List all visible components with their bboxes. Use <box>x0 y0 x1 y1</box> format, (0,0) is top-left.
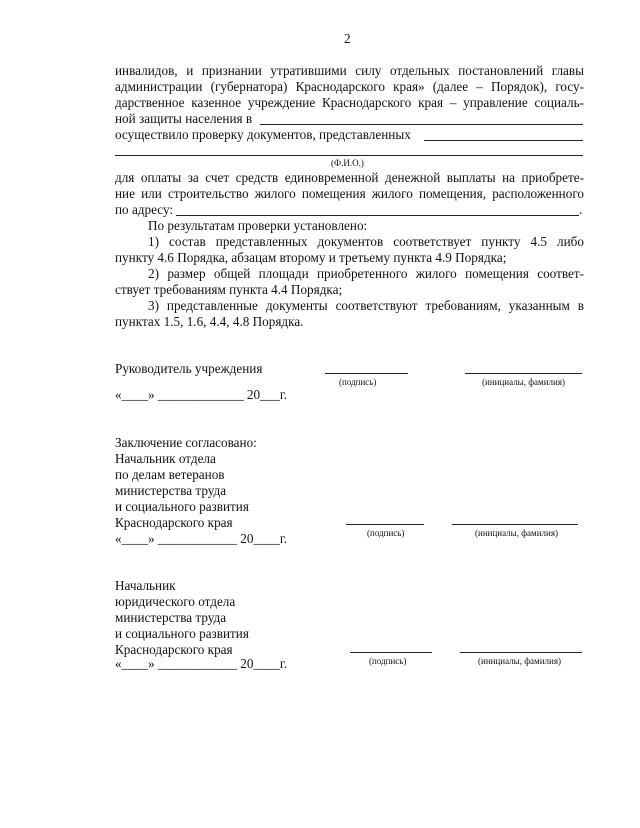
result-3-line-2: пунктах 1.5, 1.6, 4.4, 4.8 Порядка. <box>115 314 304 329</box>
signature-caption-1: (подпись) <box>339 377 377 387</box>
legal-line-2: юридического отдела <box>115 594 236 609</box>
name-line-1 <box>465 373 582 374</box>
legal-line-4: и социального развития <box>115 626 249 641</box>
date-line-2: «____» ____________ 20____г. <box>115 531 288 546</box>
result-2-line-2: ствует требованиям пункта 4.4 Порядка; <box>115 282 343 297</box>
date-line-1: «____» _____________ 20___г. <box>115 387 288 402</box>
name-line-2 <box>452 524 578 525</box>
name-caption-2: (инициалы, фамилия) <box>475 528 558 538</box>
body-line-5: осуществило проверку документов, представленных <box>115 127 411 142</box>
address-blank-line <box>176 215 579 216</box>
date-line-3: «____» ____________ 20____г. <box>115 656 288 671</box>
fio-caption: (Ф.И.О.) <box>331 158 364 168</box>
result-2-line-1: 2) размер общей площади приобретенного жилого помещения соответ- <box>148 266 584 281</box>
signature-caption-3: (подпись) <box>369 656 407 666</box>
body-line-2: администрации (губернатора) Краснодарского края» (далее – Порядок), госу- <box>115 79 584 94</box>
body-line-4: ной защиты населения в <box>115 111 253 126</box>
approval-line-3: по делам ветеранов <box>115 467 225 482</box>
results-intro: По результатам проверки установлено: <box>148 218 368 233</box>
legal-line-3: министерства труда <box>115 610 227 625</box>
body-line-1: инвалидов, и признании утратившими силу отдельных постановлений главы <box>115 63 584 78</box>
approval-line-1: Заключение согласовано: <box>115 435 257 450</box>
body-line-6: для оплаты за счет средств единовременной денежной выплаты на приобрете- <box>115 170 584 185</box>
signature-line-3 <box>350 652 432 653</box>
fio-blank-line <box>115 155 583 156</box>
approval-line-5: и социального развития <box>115 499 249 514</box>
submitter-blank-line <box>424 140 583 141</box>
legal-line-5: Краснодарского края <box>115 642 233 657</box>
approval-line-6: Краснодарского края <box>115 515 233 530</box>
address-end: . <box>579 202 583 217</box>
name-caption-3: (инициалы, фамилия) <box>478 656 561 666</box>
name-line-3 <box>460 652 582 653</box>
legal-line-1: Начальник <box>115 578 176 593</box>
signature-line-1 <box>325 373 408 374</box>
body-line-8: по адресу: <box>115 202 174 217</box>
approval-line-4: министерства труда <box>115 483 227 498</box>
region-blank-line <box>260 124 583 125</box>
signature-line-2 <box>346 524 424 525</box>
page-number: 2 <box>344 31 351 46</box>
result-1-line-2: пункту 4.6 Порядка, абзацам второму и третьему пункта 4.9 Порядка; <box>115 250 507 265</box>
name-caption-1: (инициалы, фамилия) <box>482 377 565 387</box>
signature-caption-2: (подпись) <box>367 528 405 538</box>
result-1-line-1: 1) состав представленных документов соответствует пункту 4.5 либо <box>148 234 584 249</box>
head-of-institution-title: Руководитель учреждения <box>115 361 263 376</box>
result-3-line-1: 3) представленные документы соответствуют требованиям, указанным в <box>148 298 584 313</box>
approval-line-2: Начальник отдела <box>115 451 216 466</box>
body-line-3: дарственное казенное учреждение Краснодарского края – управление социаль- <box>115 95 584 110</box>
body-line-7: ние или строительство жилого помещения жилого помещения, расположенного <box>115 186 584 201</box>
